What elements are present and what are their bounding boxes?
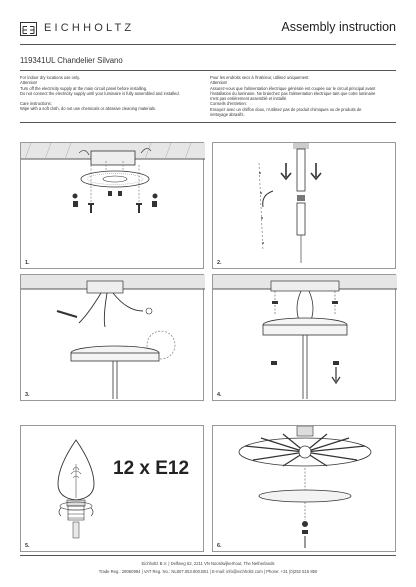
- brand-logo: [20, 22, 37, 36]
- product-name: 119341UL Chandelier Silvano: [20, 56, 123, 65]
- canopy-fixing-illustration: [213, 275, 397, 402]
- note-text: nettoyage abrasifs.: [210, 112, 245, 118]
- note-text: Assurez-vous que l'alimentation électrique générale est coupée sur le circuit principal avant: [210, 85, 376, 91]
- step-number: 1.: [25, 260, 30, 266]
- step-number: 4.: [217, 392, 222, 398]
- note-text: Turn off the electricity supply at the main circuit panel before installing.: [20, 85, 148, 91]
- attention-label: Attention!: [210, 80, 228, 86]
- note-text: Essuyez avec un chiffon doux, n'utilisez pas de produit chimiques ou de produits de: [210, 106, 362, 112]
- ceiling-mount-illustration: [21, 143, 205, 270]
- header-divider: [20, 44, 396, 45]
- care-label: Care instructions:: [20, 101, 52, 107]
- note-text: Wipe with a soft cloth, do not use chemicals or abrasive cleaning materials.: [20, 106, 157, 112]
- notes-english: [20, 75, 198, 112]
- note-text: l'installation du luminaire. Ne branchez pas l'alimentation électrique tant que cotre luminaire: [210, 90, 376, 96]
- note-text: For indoor dry locations use only.: [20, 75, 80, 80]
- wiring-illustration: [21, 275, 205, 402]
- step-4-panel: [212, 274, 396, 401]
- attention-label: Attention!: [20, 80, 38, 86]
- step-6-panel: [212, 425, 396, 552]
- step-2-panel: [212, 142, 396, 269]
- rod-assembly-illustration: [213, 143, 397, 270]
- note-text: Do not connect the electricity supply until your luminaire is fully assembled and installed.: [20, 90, 180, 96]
- bulb-count-label: 12 x E12: [113, 458, 190, 479]
- step-3-panel: [20, 274, 204, 401]
- note-text: Pour les endroits secs à l'intérieur, utilisez uniquement: [210, 75, 309, 80]
- logo-mark-icon: [21, 24, 36, 36]
- brand-name: EICHHOLTZ: [44, 22, 135, 34]
- step-5-panel: [20, 425, 204, 552]
- step-number: 5.: [25, 543, 30, 549]
- company-address: Eichholtz B.V. | Delfweg 52, 2211 VN Noordwijkerhout, The Netherlands: [141, 561, 275, 566]
- bulb-illustration: [21, 426, 205, 553]
- step-number: 3.: [25, 392, 30, 398]
- notes-divider: [20, 122, 396, 123]
- step-number: 2.: [217, 260, 222, 266]
- company-registration: Trade Reg.: 28060994 | VAT Reg. No.: NL807.053.600.B01 | E-mail: info@eichholtz.com | Phone: +31 (0)252 515 850: [98, 569, 318, 574]
- step-number: 6.: [217, 543, 222, 549]
- footer-divider: [20, 555, 396, 556]
- notes-french: [210, 75, 396, 117]
- note-text: n'est pas entièrement assemblé et installé.: [210, 96, 288, 102]
- frame-assembly-illustration: [213, 426, 397, 553]
- product-divider: [20, 70, 396, 71]
- step-1-panel: [20, 142, 204, 269]
- care-label: Conseils d'entretien:: [210, 101, 247, 107]
- document-title: Assembly instruction: [281, 20, 396, 34]
